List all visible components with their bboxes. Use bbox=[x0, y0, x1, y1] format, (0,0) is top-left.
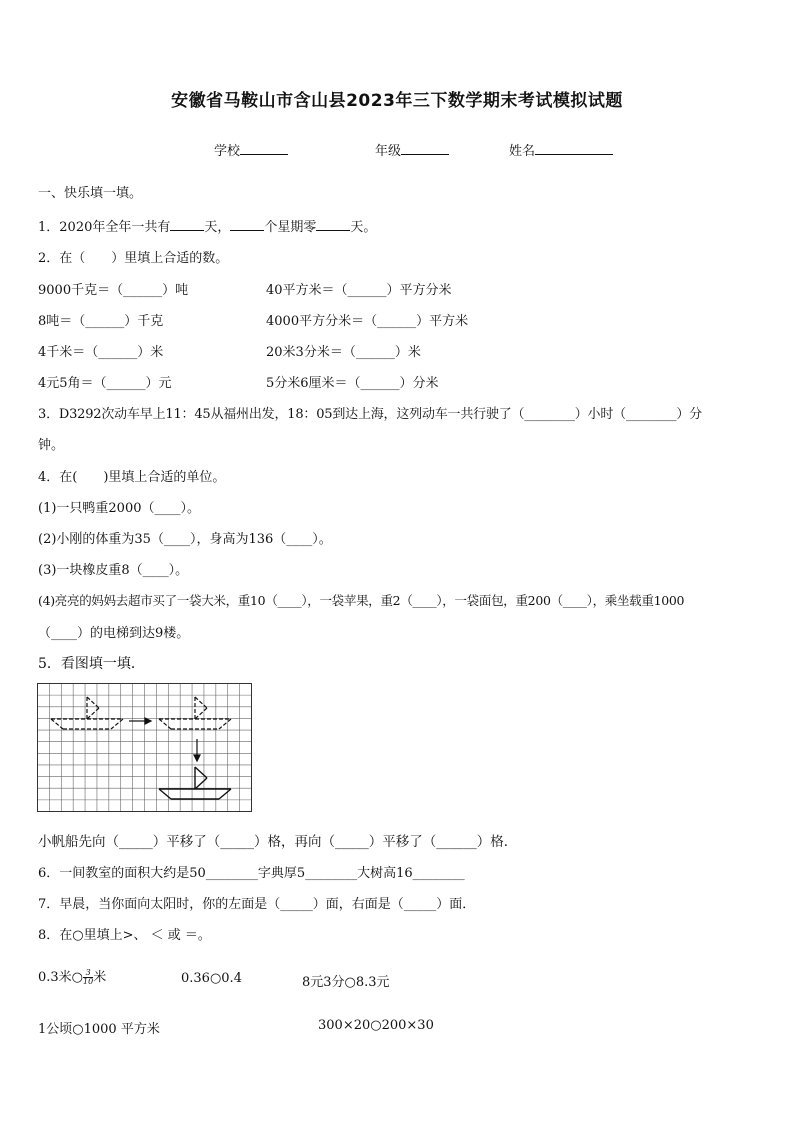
q4-sub-2: (2)小刚的体重为35（____），身高为136（____）。 bbox=[38, 532, 332, 547]
q2-item: 9000千克＝（______）吨 bbox=[38, 283, 189, 298]
q4-sub-3: (3)一块橡皮重8（____）。 bbox=[38, 563, 189, 578]
question-3-line1: 3．D3292次动车早上11：45从福州出发，18：05到达上海，这列动车一共行驶了（________）小时（________）分 bbox=[38, 407, 702, 422]
q2-item: 20米3分米＝（______）米 bbox=[266, 345, 421, 360]
right-arrow-icon bbox=[129, 718, 151, 724]
q8-compare-c: 8元3分○8.3元 bbox=[302, 975, 390, 990]
question-1: 1．2020年全年一共有 天， 个星期零 天。 bbox=[38, 216, 376, 235]
boat-original-shape bbox=[51, 697, 123, 729]
q2-item: 4000平方分米＝（______）平方米 bbox=[266, 314, 469, 329]
question-5-text: 小帆船先向（_____）平移了（_____）格，再向（_____）平移了（______）格． bbox=[38, 834, 518, 850]
q2-item: 4千米＝（______）米 bbox=[38, 345, 164, 360]
page-title: 安徽省马鞍山市含山县2023年三下数学期末考试模拟试题 bbox=[171, 91, 623, 111]
boat-final-shape bbox=[159, 767, 231, 799]
q2-item: 40平方米＝（______）平方分米 bbox=[266, 283, 452, 298]
grade-field: 年级 bbox=[375, 140, 449, 159]
question-4-intro: 4．在( )里填上合适的单位。 bbox=[38, 470, 226, 485]
boat-shifted-shape bbox=[159, 697, 231, 729]
q2-item: 5分米6厘米＝（______）分米 bbox=[266, 376, 439, 391]
section-heading: 一、快乐填一填。 bbox=[38, 186, 143, 201]
down-arrow-icon bbox=[194, 739, 200, 761]
q2-item: 4元5角＝（______）元 bbox=[38, 376, 172, 391]
name-field: 姓名 bbox=[509, 140, 613, 159]
question-8-intro: 8．在○里填上>、 ＜ 或 ＝。 bbox=[38, 928, 211, 943]
q4-sub-4-line1: (4)亮亮的妈妈去超市买了一袋大米，重10（____），一袋苹果，重2（____），一袋面包，重200（____），乘坐载重1000 bbox=[38, 593, 685, 608]
translation-grid-figure bbox=[37, 683, 253, 813]
q8-compare-b: 0.36○0.4 bbox=[181, 971, 242, 986]
q8-compare-a: 0.3米○ $\frac{3}{10}$ 米 bbox=[38, 968, 107, 986]
q4-sub-1: (1)一只鸭重2000（____）。 bbox=[38, 501, 200, 516]
q8-compare-d: 1公顷○1000 平方米 bbox=[38, 1022, 160, 1037]
q8-compare-e: 300×20○200×30 bbox=[318, 1018, 434, 1033]
question-6: 6．一间教室的面积大约是50________字典厚5________大树高16________ bbox=[38, 866, 465, 881]
q2-item: 8吨＝（______）千克 bbox=[38, 314, 164, 329]
question-2-intro: 2．在（ ）里填上合适的数。 bbox=[38, 251, 229, 266]
question-3-line2: 钟。 bbox=[38, 438, 65, 453]
q4-sub-4-line2: （____）的电梯到达9楼。 bbox=[38, 626, 190, 641]
fraction: $\frac{3}{10}$ bbox=[83, 968, 94, 986]
question-5-intro: 5．看图填一填． bbox=[38, 656, 145, 672]
school-field: 学校 bbox=[214, 140, 288, 159]
question-7: 7．早晨，当你面向太阳时，你的左面是（_____）面，右面是（_____）面． bbox=[38, 897, 476, 912]
